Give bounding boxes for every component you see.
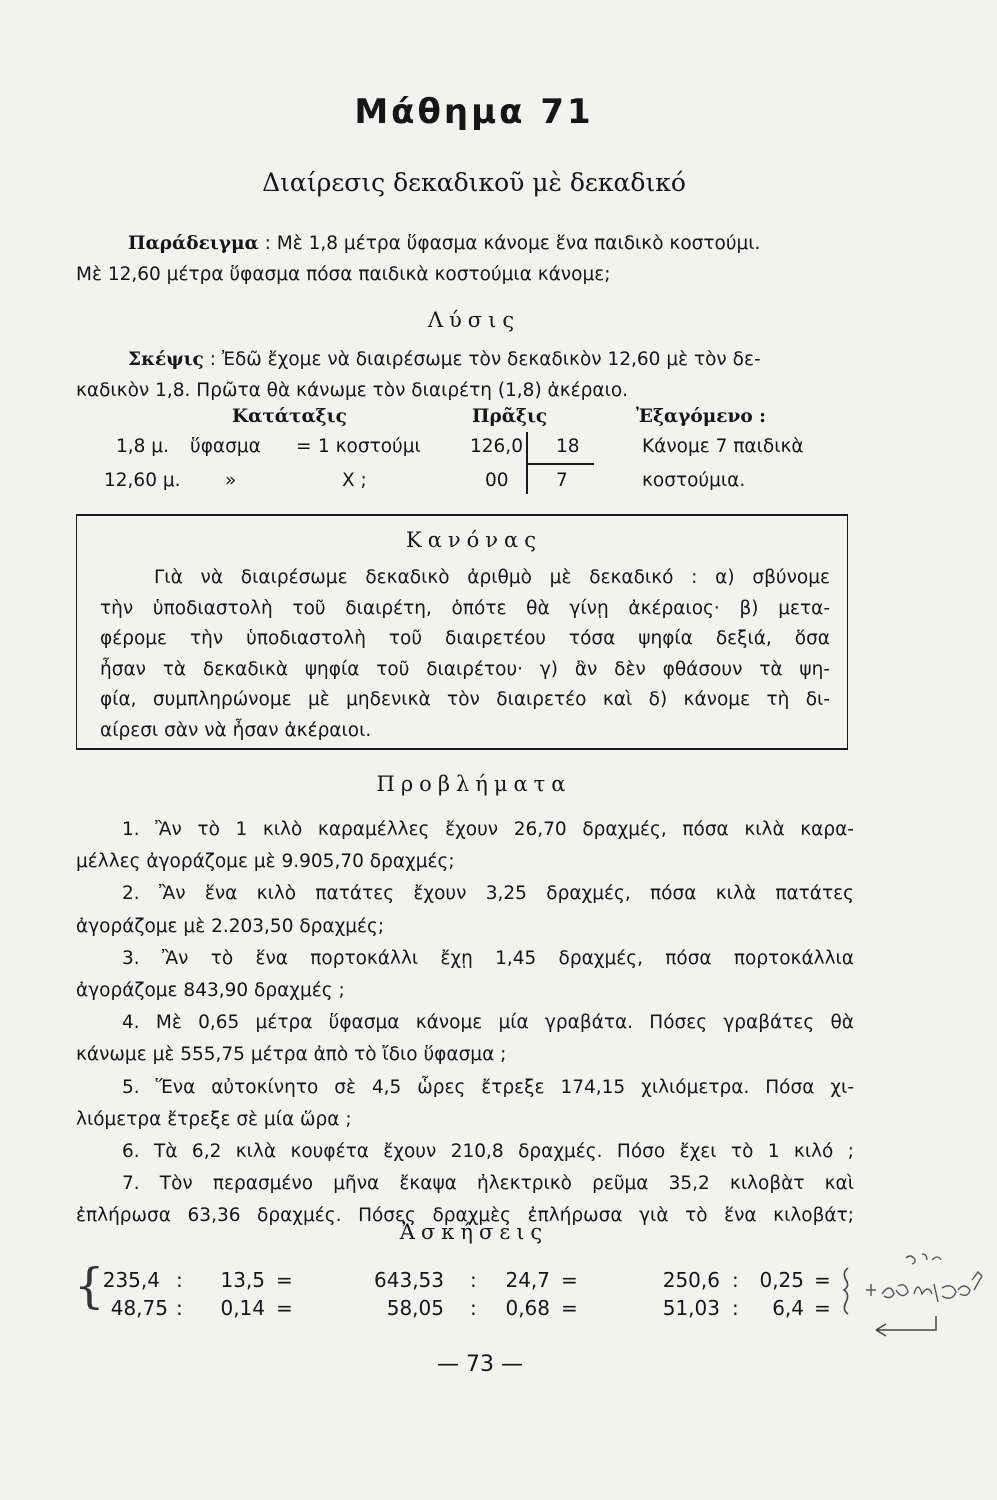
divisor: 18 (556, 436, 580, 457)
exercise-colon: : (176, 1296, 183, 1320)
exercise-divisor: 6,4 (772, 1296, 804, 1320)
row1-equals: = (296, 436, 312, 457)
problem-line: ἀγοράζομε μὲ 2.203,50 δραχμές; (76, 915, 385, 937)
col-arrangement-header: Κατάταξις (232, 406, 347, 427)
example-line1: : Μὲ 1,8 μέτρα ὕφασμα κάνομε ἕνα παιδικὸ κοστούμι. (264, 233, 761, 254)
exercise-equals: = (814, 1296, 831, 1320)
exercise-divisor: 0,68 (505, 1296, 550, 1320)
remainder: 00 (485, 470, 509, 491)
rule-line: αίρεσι σὰν νὰ ἦσαν ἀκέραιοι. (100, 719, 372, 741)
problems-list (76, 814, 854, 1233)
exercise-dividend: 250,6 (662, 1268, 720, 1292)
row1-quantity: 1,8 μ. (116, 436, 169, 457)
row1-item: ὕφασμα (190, 436, 261, 457)
problem-line: 3. Ἂν τὸ ἕνα πορτοκάλλι ἔχῃ 1,45 δραχμές, πόσα πορτοκάλλια (122, 947, 854, 969)
exercise-divisor: 13,5 (220, 1268, 265, 1292)
exercise-dividend: 51,03 (662, 1296, 720, 1320)
example-paragraph (76, 228, 856, 290)
row2-quantity: 12,60 μ. (104, 470, 181, 491)
lesson-title: Μάθημα 71 (354, 92, 594, 132)
exercise-colon: : (470, 1296, 477, 1320)
problem-line: 6. Τὰ 6,2 κιλὰ κουφέτα ἔχουν 210,8 δραχμές. Πόσο ἔχει τὸ 1 κιλό ; (122, 1141, 854, 1163)
row2-value: Χ ; (342, 470, 367, 491)
thought-paragraph (76, 344, 856, 406)
result-line1: Κάνομε 7 παιδικὰ (642, 436, 804, 457)
exercise-divisor: 24,7 (505, 1268, 550, 1292)
exercise-equals: = (561, 1296, 578, 1320)
solution-heading: Λύσις (427, 308, 521, 332)
example-label: Παράδειγμα (128, 233, 259, 254)
exercise-divisor: 0,14 (220, 1296, 265, 1320)
handwritten-annotation (836, 1250, 994, 1342)
exercise-colon: : (732, 1268, 739, 1292)
row1-value: 1 κοστούμι (318, 436, 421, 457)
problem-line: 1. Ἂν τὸ 1 κιλὸ καραμέλλες ἔχουν 26,70 δραχμές, πόσα κιλὰ καρα- (122, 819, 854, 840)
problem-line: 5. Ἕνα αὐτοκίνητο σὲ 4,5 ὧρες ἔτρεξε 174,15 χιλιόμετρα. Πόσα χι- (122, 1076, 854, 1098)
left-brace-icon: { (74, 1258, 105, 1314)
problem-line: λιόμετρα ἔτρεξε σὲ μία ὥρα ; (76, 1108, 352, 1130)
exercises-heading: Ἀσκήσεις (399, 1220, 549, 1244)
problem-line: μέλλες ἀγοράζομε μὲ 9.905,70 δραχμές; (76, 851, 455, 873)
problem-line: 7. Τὸν περασμένο μῆνα ἔκαψα ἠλεκτρικὸ ρεῦμα 35,2 κιλοβὰτ καὶ (122, 1173, 854, 1195)
dividend: 126,0 (470, 436, 523, 457)
rule-heading: Κανόνας (406, 528, 542, 552)
col-result-header: Ἐξαγόμενο : (636, 406, 766, 427)
exercise-colon: : (176, 1268, 183, 1292)
exercise-dividend: 643,53 (374, 1268, 444, 1292)
rule-line: Γιὰ νὰ διαιρέσωμε δεκαδικὸ ἀριθμὸ μὲ δεκαδικό : α) σβύνομε (154, 567, 830, 588)
problem-line: 2. Ἂν ἕνα κιλὸ πατάτες ἔχουν 3,25 δραχμές, πόσα κιλὰ πατάτες (122, 883, 854, 905)
rule-line: φέρομε τὴν ὑποδιαστολὴ τοῦ διαιρετέου τόσα ψηφία δεξιά, ὅσα (100, 628, 830, 649)
thought-label: Σκέψις (128, 349, 204, 370)
lesson-subtitle: Διαίρεσις δεκαδικοῦ μὲ δεκαδικό (262, 168, 686, 197)
row2-item: » (225, 470, 237, 491)
problem-line: 4. Μὲ 0,65 μέτρα ὕφασμα κάνομε μία γραβάτα. Πόσες γραβάτες θὰ (122, 1012, 854, 1034)
problem-line: ἀγοράζομε 843,90 δραχμές ; (76, 980, 345, 1002)
exercise-colon: : (732, 1296, 739, 1320)
thought-line2: καδικὸν 1,8. Πρῶτα θὰ κάνωμε τὸν διαιρέτη (1,8) ἀκέραιο. (76, 380, 629, 401)
col-operation-header: Πρᾶξις (472, 406, 548, 427)
rule-line: ἦσαν τὰ δεκαδικὰ ψηφία τοῦ διαιρέτου· γ) ἂν δὲν φθάσουν τὰ ψη- (100, 658, 830, 680)
example-line2: Μὲ 12,60 μέτρα ὕφασμα πόσα παιδικὰ κοστούμια κάνομε; (76, 264, 611, 285)
rule-text (100, 563, 830, 746)
exercise-equals: = (276, 1296, 293, 1320)
page-number: — 73 — (437, 1352, 523, 1377)
exercise-equals: = (561, 1268, 578, 1292)
exercise-equals: = (276, 1268, 293, 1292)
problems-heading: Προβλήματα (376, 772, 572, 796)
problem-line: ἐπλήρωσα 63,36 δραχμές. Πόσες δραχμὲς ἐπλήρωσα γιὰ τὸ ἕνα κιλοβάτ; (76, 1205, 854, 1227)
rule-line: φία, συμπληρώνομε μὲ μηδενικὰ τὸν διαιρετέο καὶ δ) κάνομε τὴ δι- (100, 689, 830, 710)
exercise-dividend: 235,4 (102, 1268, 160, 1292)
quotient: 7 (556, 470, 568, 491)
exercise-divisor: 0,25 (759, 1268, 804, 1292)
result-line2: κοστούμια. (642, 470, 746, 491)
exercise-dividend: 58,05 (386, 1296, 444, 1320)
exercise-dividend: 48,75 (110, 1296, 168, 1320)
thought-line1: : Ἐδῶ ἔχομε νὰ διαιρέσωμε τὸν δεκαδικὸν 12,60 μὲ τὸν δε- (209, 349, 761, 370)
problem-line: κάνωμε μὲ 555,75 μέτρα ἀπὸ τὸ ἴδιο ὕφασμα ; (76, 1044, 507, 1066)
exercise-colon: : (470, 1268, 477, 1292)
rule-line: τὴν ὑποδιαστολὴ τοῦ διαιρέτη, ὁπότε θὰ γίνῃ ἀκέραιος· β) μετα- (100, 597, 830, 619)
division-horizontal-line (526, 463, 594, 465)
exercise-equals: = (814, 1268, 831, 1292)
